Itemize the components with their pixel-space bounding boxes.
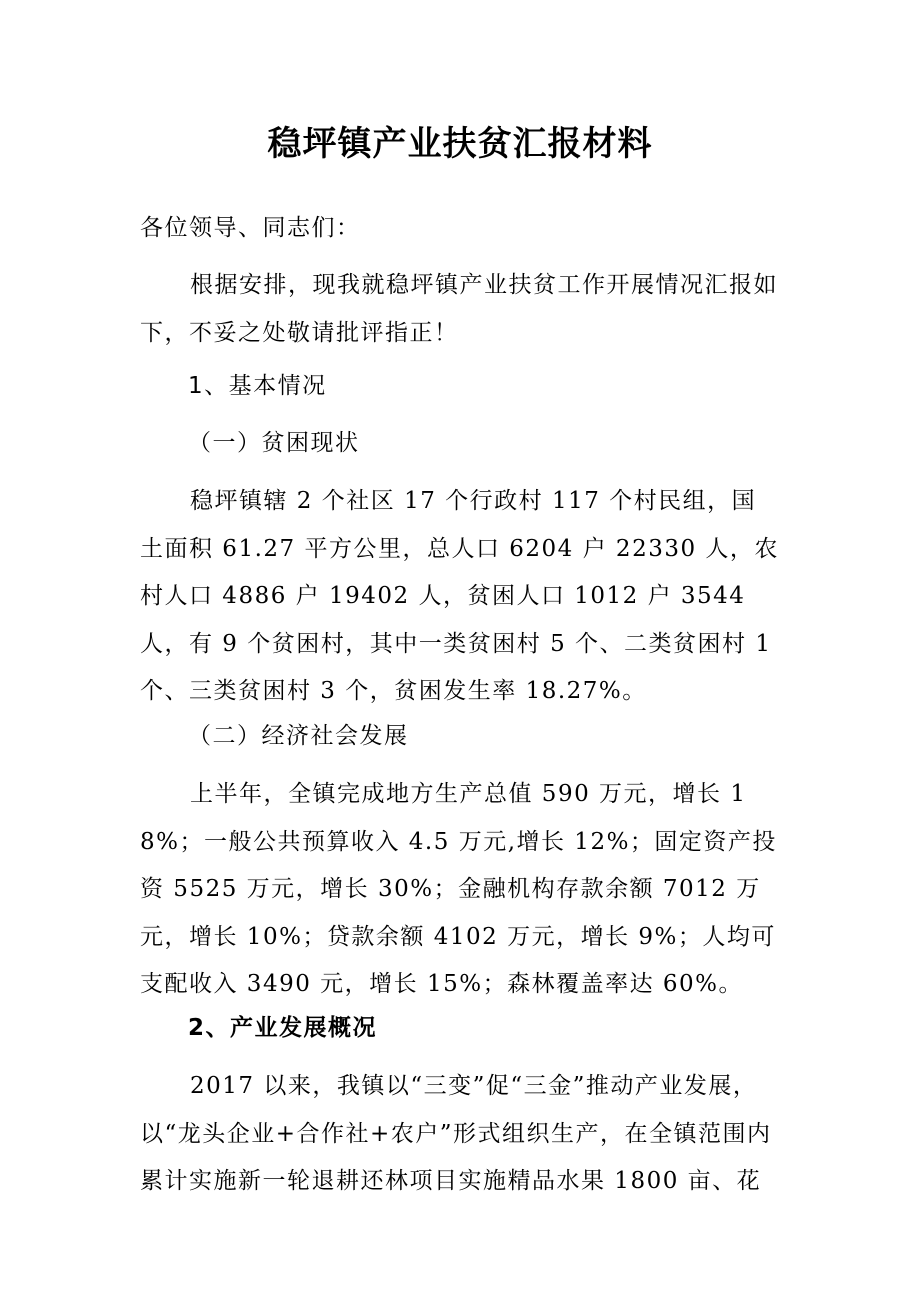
section-1-sub-1-body: 稳坪镇辖 2 个社区 17 个行政村 117 个村民组，国土面积 61.27 平方公里，总人口 6204 户 22330 人，农村人口 4886 户 19402 人，贫困人口 1012 户 3544 人，有 9 个贫困村，其中一类贫困村 5 个、二类贫困村 1 个、三类贫困村 3 个，贫困发生率 18.27%。: [140, 488, 779, 704]
document-title: 稳坪镇产业扶贫汇报材料: [267, 124, 653, 164]
section-1-sub-2-heading: （二）经济社会发展: [188, 723, 409, 749]
section-1-heading: 1、基本情况: [188, 373, 327, 399]
section-1-sub-2-body: 上半年，全镇完成地方生产总值 590 万元，增长 18%；一般公共预算收入 4.5 万元,增长 12%；固定资产投资 5525 万元，增长 30%；金融机构存款余额 7012 万元，增长 10%；贷款余额 4102 万元，增长 9%；人均可支配收入 3490 元，增长 15%；森林覆盖率达 60%。: [140, 781, 777, 997]
section-1-sub-1-heading: （一）贫困现状: [188, 430, 360, 456]
section-2-heading: 2、产业发展概况: [188, 1015, 378, 1041]
salutation: 各位领导、同志们：: [140, 215, 361, 241]
intro-paragraph: 根据安排，现我就稳坪镇产业扶贫工作开展情况汇报如下，不妥之处敬请批评指正！: [140, 272, 778, 346]
section-2-body: 2017 以来，我镇以“三变”促“三金”推动产业发展，以“龙头企业+合作社+农户”形式组织生产，在全镇范围内累计实施新一轮退耕还林项目实施精品水果 1800 亩、花: [140, 1073, 772, 1194]
